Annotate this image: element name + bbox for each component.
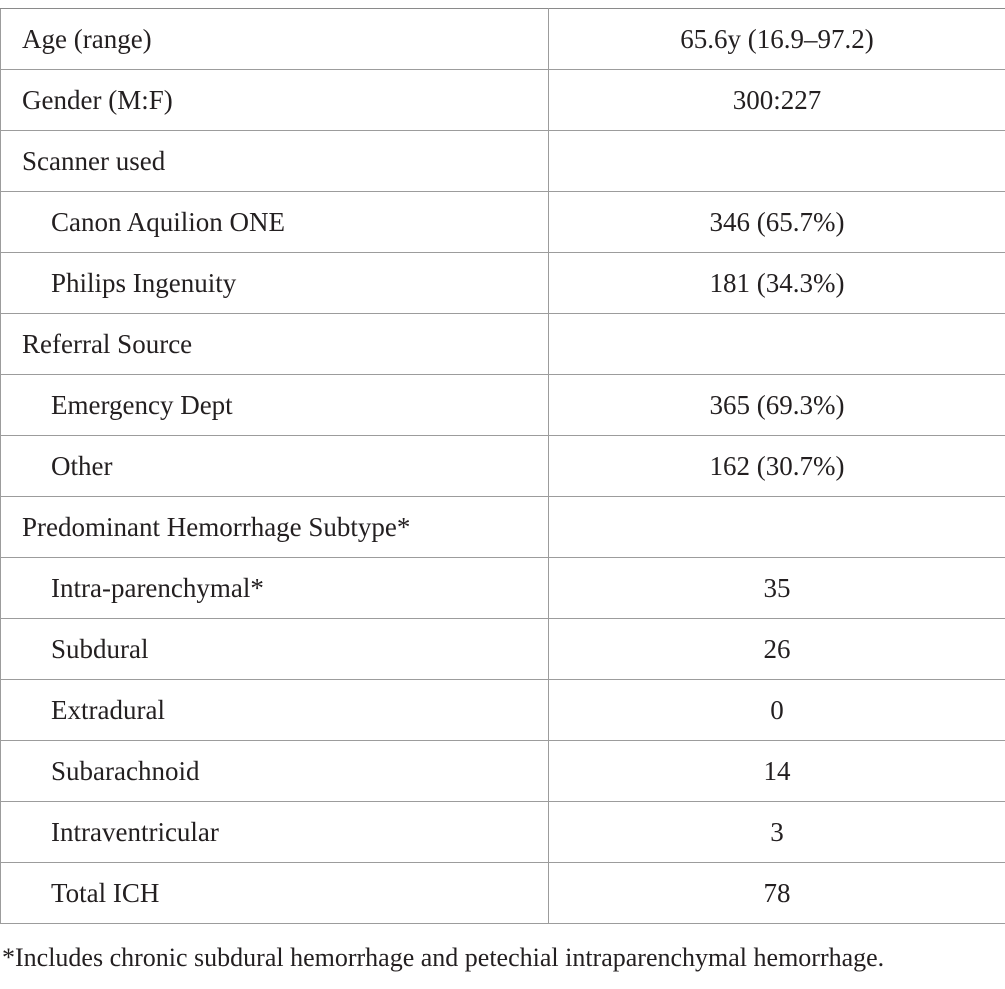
row-value: 365 (69.3%) [549,375,1005,436]
row-value: 35 [549,558,1005,619]
row-value: 78 [549,863,1005,924]
section-label: Predominant Hemorrhage Subtype* [1,497,549,558]
row-value [549,131,1005,192]
row-value: 0 [549,680,1005,741]
section-label: Referral Source [1,314,549,375]
row-value: 3 [549,802,1005,863]
table-row [1,863,1005,924]
demographics-table-container [0,8,1005,924]
row-value: 162 (30.7%) [549,436,1005,497]
table-row [1,497,1005,558]
row-value: 14 [549,741,1005,802]
row-label: Philips Ingenuity [1,253,549,314]
row-label: Intraventricular [1,802,549,863]
row-label: Emergency Dept [1,375,549,436]
table-row [1,680,1005,741]
section-label: Scanner used [1,131,549,192]
row-value: 65.6y (16.9–97.2) [549,9,1005,70]
row-label: Gender (M:F) [1,70,549,131]
table-footnote: *Includes chronic subdural hemorrhage and petechial intraparenchymal hemorrhage. [2,943,885,972]
table-row [1,802,1005,863]
table-row [1,436,1005,497]
table-row [1,131,1005,192]
row-label: Canon Aquilion ONE [1,192,549,253]
table-row [1,741,1005,802]
row-value: 26 [549,619,1005,680]
table-row [1,558,1005,619]
row-label: Subdural [1,619,549,680]
row-value: 346 (65.7%) [549,192,1005,253]
row-label: Intra-parenchymal* [1,558,549,619]
table-row [1,70,1005,131]
table-row [1,619,1005,680]
row-value [549,497,1005,558]
table-row [1,192,1005,253]
table-row [1,375,1005,436]
demographics-table [0,8,1005,924]
table-row [1,9,1005,70]
row-label: Total ICH [1,863,549,924]
row-label: Extradural [1,680,549,741]
row-value [549,314,1005,375]
row-label: Age (range) [1,9,549,70]
row-label: Subarachnoid [1,741,549,802]
table-row [1,314,1005,375]
row-label: Other [1,436,549,497]
row-value: 300:227 [549,70,1005,131]
row-value: 181 (34.3%) [549,253,1005,314]
table-row [1,253,1005,314]
